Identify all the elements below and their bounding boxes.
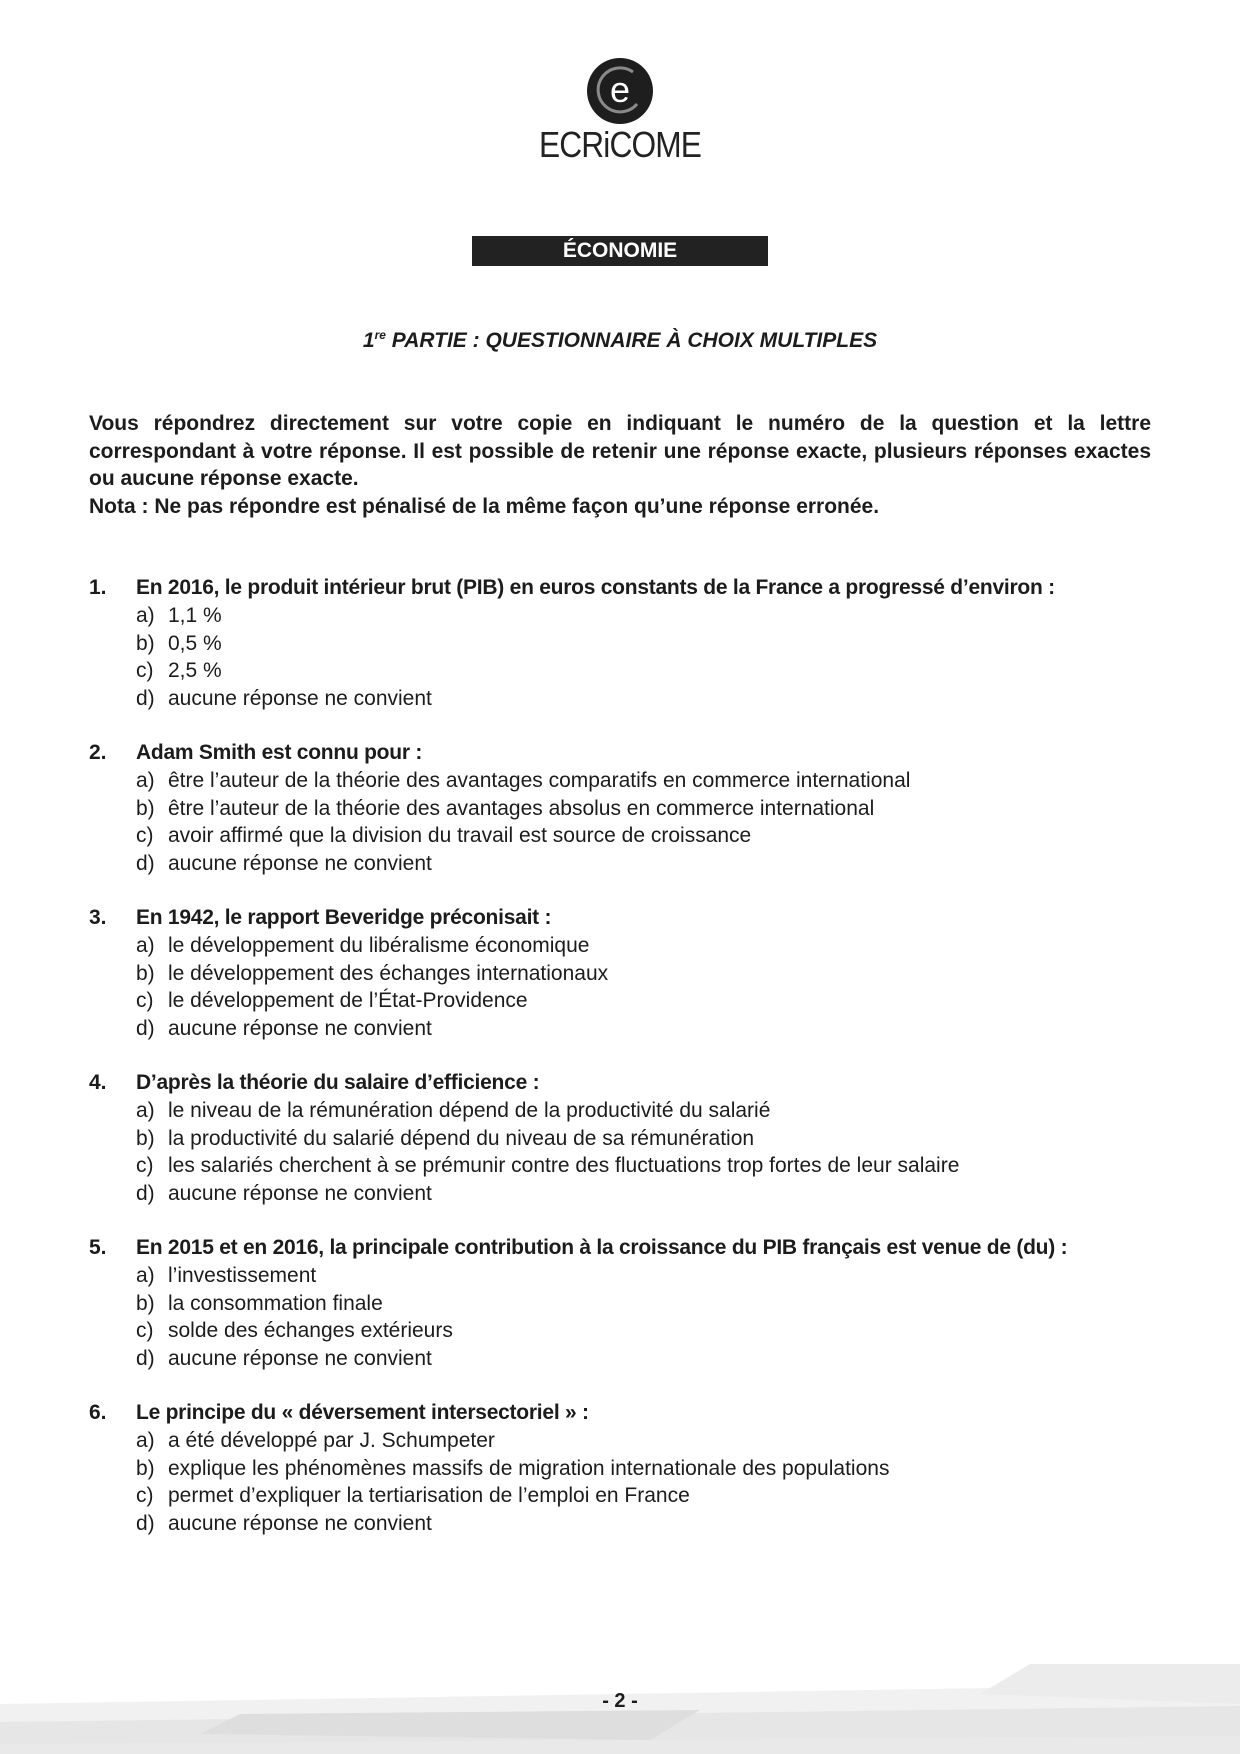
option-letter: a) [136, 1099, 155, 1122]
option-text: la consommation finale [168, 1291, 383, 1315]
option-text: aucune réponse ne convient [168, 1016, 432, 1040]
option-text: le niveau de la rémunération dépend de la productivité du salarié [168, 1099, 771, 1122]
option-letter: b) [136, 631, 155, 655]
option-letter: a) [136, 934, 155, 957]
answer-option [89, 602, 1169, 630]
option-text: l’investissement [168, 1264, 317, 1287]
question-6 [89, 1399, 1169, 1537]
option-text: a été développé par J. Schumpeter [168, 1429, 495, 1452]
option-text: permet d’expliquer la tertiarisation de l’emploi en France [168, 1484, 690, 1507]
option-letter: b) [136, 1456, 155, 1480]
option-letter: a) [136, 1429, 155, 1452]
question-heading [89, 739, 1169, 767]
option-text: aucune réponse ne convient [168, 686, 432, 710]
option-letter: c) [136, 1154, 154, 1177]
question-4 [89, 1069, 1169, 1207]
question-number: 5. [89, 1236, 107, 1259]
question-text: D’après la théorie du salaire d’efficience : [136, 1071, 540, 1094]
answer-option [89, 1482, 1169, 1510]
option-letter: d) [136, 1511, 155, 1535]
answer-option [89, 1317, 1169, 1345]
instructions-block [89, 410, 1151, 520]
option-letter: d) [136, 1181, 155, 1205]
option-text: être l’auteur de la théorie des avantages absolus en commerce international [168, 796, 875, 820]
question-heading [89, 1234, 1169, 1262]
option-text: 2,5 % [168, 659, 222, 682]
part-ordinal: 1 [362, 329, 375, 352]
option-text: aucune réponse ne convient [168, 1511, 432, 1535]
answer-option [89, 657, 1169, 685]
page-number: - 2 - [602, 1690, 638, 1712]
answer-option [89, 1345, 1169, 1373]
question-number: 4. [89, 1071, 107, 1094]
question-1 [89, 574, 1169, 712]
answer-option [89, 795, 1169, 823]
option-letter: a) [136, 769, 155, 792]
question-heading [89, 1399, 1169, 1427]
nota-text: Nota : Ne pas répondre est pénalisé de la même façon qu’une réponse erronée. [89, 494, 880, 518]
question-text: En 1942, le rapport Beveridge préconisait : [136, 906, 552, 929]
answer-option [89, 630, 1169, 658]
question-3 [89, 904, 1169, 1042]
question-number: 6. [89, 1401, 107, 1424]
option-letter: c) [136, 659, 154, 682]
option-letter: d) [136, 851, 155, 875]
option-text: 0,5 % [168, 631, 222, 655]
question-text: Adam Smith est connu pour : [136, 741, 423, 764]
option-letter: d) [136, 686, 155, 710]
question-heading [89, 904, 1169, 932]
answer-option [89, 1510, 1169, 1538]
answer-option [89, 850, 1169, 878]
instructions-text: Vous répondrez directement sur votre copie en indiquant le numéro de la question et la lettre correspondant à votre réponse. Il est possible de retenir une réponse exacte, plusieurs réponses exactes ou aucune réponse exacte. [89, 412, 1151, 490]
option-text: être l’auteur de la théorie des avantages comparatifs en commerce international [168, 769, 911, 792]
option-text: aucune réponse ne convient [168, 1181, 432, 1205]
option-text: aucune réponse ne convient [168, 851, 432, 875]
answer-option [89, 1427, 1169, 1455]
option-text: avoir affirmé que la division du travail est source de croissance [168, 824, 752, 847]
option-letter: d) [136, 1346, 155, 1370]
question-text: Le principe du « déversement intersectoriel » : [136, 1401, 589, 1424]
question-number: 1. [89, 576, 107, 599]
ecricome-logo [0, 58, 1240, 166]
ecricome-logo-mark [587, 58, 653, 124]
option-letter: b) [136, 796, 155, 820]
option-letter: d) [136, 1016, 155, 1040]
option-text: les salariés cherchent à se prémunir contre des fluctuations trop fortes de leur salaire [168, 1154, 960, 1177]
answer-option [89, 987, 1169, 1015]
answer-option [89, 685, 1169, 713]
question-2 [89, 739, 1169, 877]
answer-option [89, 1015, 1169, 1043]
option-text: le développement de l’État-Providence [168, 989, 528, 1012]
part-title-text: PARTIE : QUESTIONNAIRE À CHOIX MULTIPLES [385, 329, 878, 352]
part-title [0, 328, 1240, 353]
answer-option [89, 1125, 1169, 1153]
option-letter: b) [136, 1126, 155, 1150]
option-letter: b) [136, 1291, 155, 1315]
logo-mark-letter: e [609, 69, 631, 110]
question-5 [89, 1234, 1169, 1372]
question-heading [89, 1069, 1169, 1097]
option-text: la productivité du salarié dépend du niveau de sa rémunération [168, 1126, 755, 1150]
answer-option [89, 1455, 1169, 1483]
option-letter: a) [136, 604, 155, 627]
question-number: 2. [89, 741, 107, 764]
option-text: aucune réponse ne convient [168, 1346, 432, 1370]
option-letter: b) [136, 961, 155, 985]
option-text: 1,1 % [168, 604, 222, 627]
answer-option [89, 1180, 1169, 1208]
part-ordinal-suffix: re [374, 328, 386, 342]
answer-option [89, 960, 1169, 988]
option-letter: c) [136, 824, 154, 847]
option-letter: c) [136, 1319, 154, 1342]
answer-option [89, 767, 1169, 795]
option-letter: a) [136, 1264, 155, 1287]
option-text: explique les phénomènes massifs de migration internationale des populations [168, 1456, 890, 1480]
option-text: le développement des échanges internationaux [168, 961, 609, 985]
question-text: En 2015 et en 2016, la principale contribution à la croissance du PIB français est venue de (du) : [136, 1236, 1068, 1259]
answer-option [89, 1262, 1169, 1290]
question-list [89, 574, 1169, 1564]
answer-option [89, 932, 1169, 960]
question-number: 3. [89, 906, 107, 929]
answer-option [89, 1152, 1169, 1180]
section-title: ÉCONOMIE [472, 236, 768, 266]
option-text: solde des échanges extérieurs [168, 1319, 453, 1342]
question-text: En 2016, le produit intérieur brut (PIB) en euros constants de la France a progressé d’environ : [136, 576, 1055, 599]
answer-option [89, 822, 1169, 850]
answer-option [89, 1290, 1169, 1318]
question-heading [89, 574, 1169, 602]
option-letter: c) [136, 989, 154, 1012]
option-text: le développement du libéralisme économique [168, 934, 590, 957]
logo-wordmark: ECRiCOME [539, 124, 701, 165]
answer-option [89, 1097, 1169, 1125]
option-letter: c) [136, 1484, 154, 1507]
